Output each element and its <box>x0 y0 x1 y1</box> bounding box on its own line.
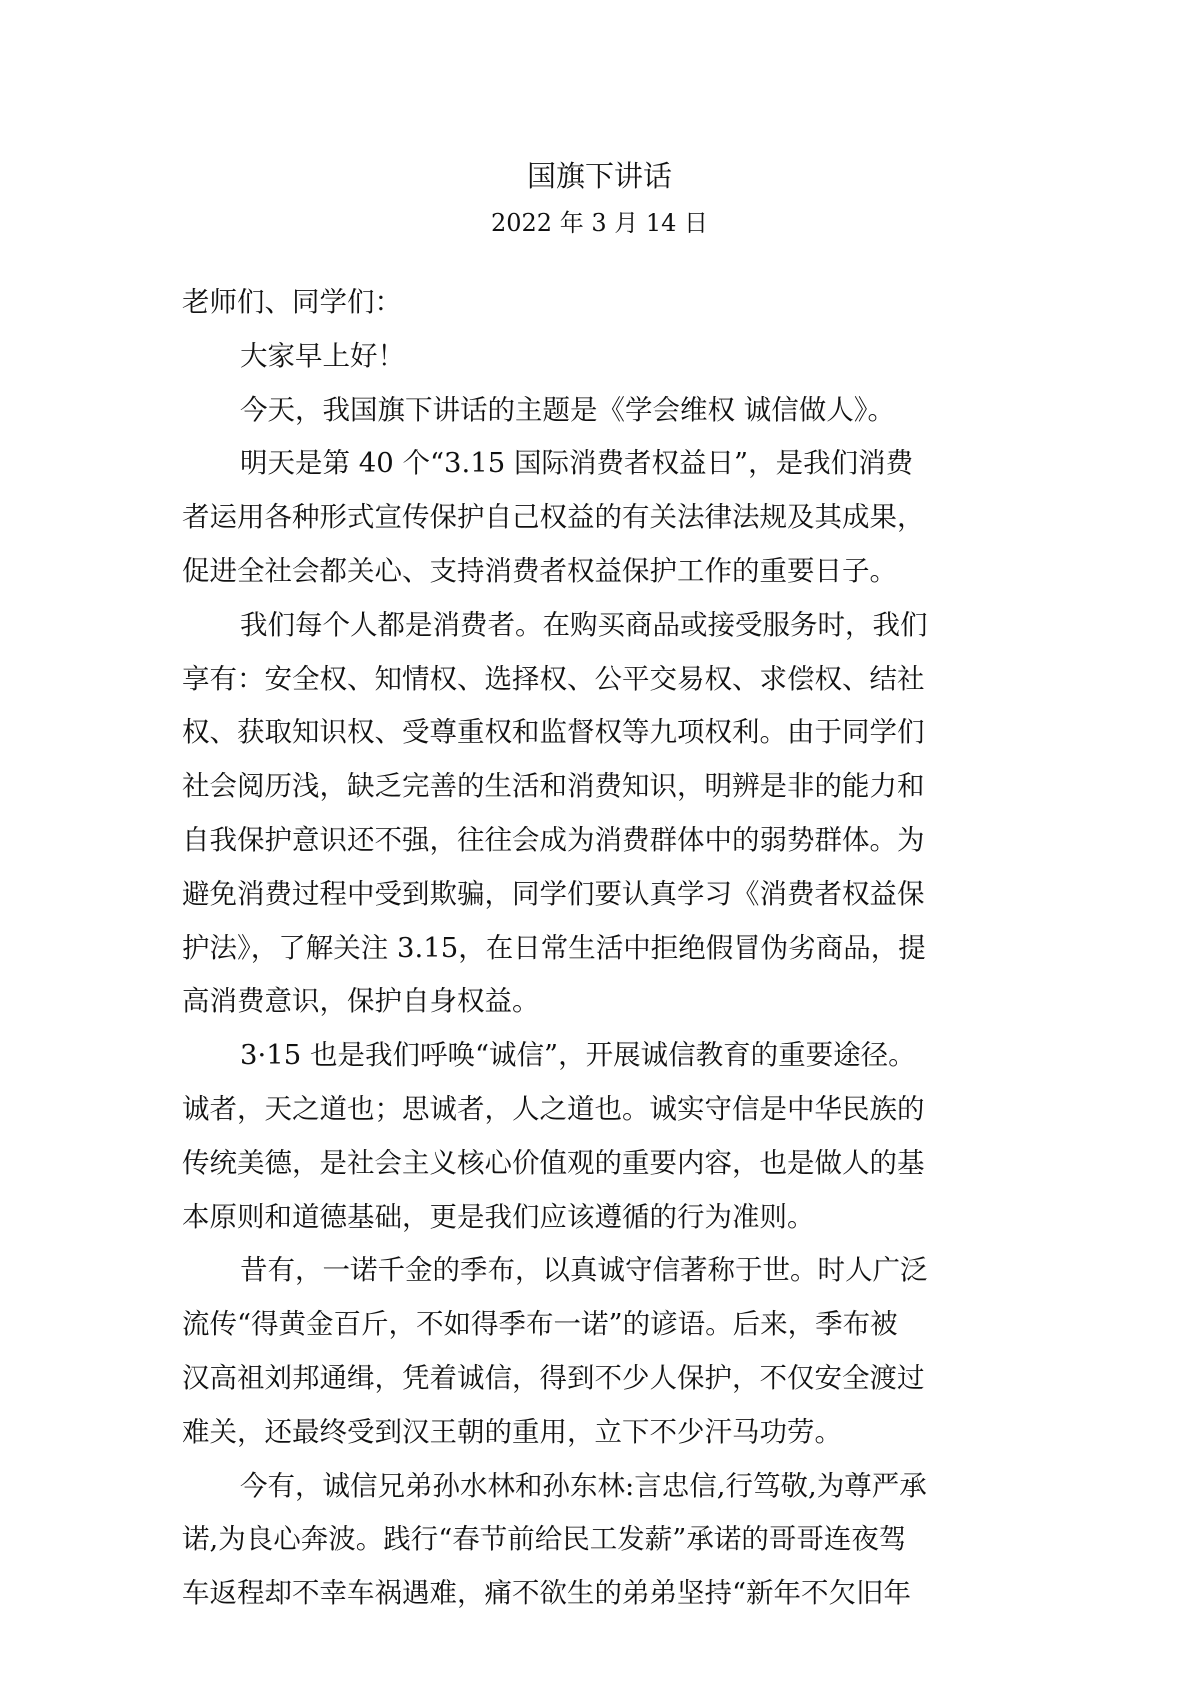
text-line: 诺,为良心奔波。践行“春节前给民工发薪”承诺的哥哥连夜驾 <box>182 1523 907 1556</box>
text-line: 流传“得黄金百斤，不如得季布一诺”的谚语。后来，季布被 <box>182 1308 898 1341</box>
text-line: 避免消费过程中受到欺骗，同学们要认真学习《消费者权益保 <box>182 877 925 910</box>
text-line: 今有，诚信兄弟孙水林和孙东林:言忠信,行笃敬,为尊严承 <box>240 1469 927 1502</box>
document-title: 国旗下讲话 <box>526 159 672 193</box>
text-line: 昔有，一诺千金的季布，以真诚守信著称于世。时人广泛 <box>240 1254 928 1287</box>
text-line: 促进全社会都关心、支持消费者权益保护工作的重要日子。 <box>182 554 897 587</box>
text-line: 车返程却不幸车祸遇难，痛不欲生的弟弟坚持“新年不欠旧年 <box>182 1577 912 1610</box>
text-line: 老师们、同学们： <box>182 286 402 318</box>
text-line: 明天是第 40 个“3.15 国际消费者权益日”，是我们消费 <box>240 447 914 480</box>
text-line: 大家早上好！ <box>240 339 405 372</box>
text-line: 难关，还最终受到汉王朝的重用，立下不少汗马功劳。 <box>182 1415 842 1448</box>
speech-body <box>182 276 1020 1621</box>
text-line: 社会阅历浅，缺乏完善的生活和消费知识，明辨是非的能力和 <box>182 770 925 803</box>
text-line: 今天，我国旗下讲话的主题是《学会维权 诚信做人》。 <box>240 393 895 426</box>
text-line: 高消费意识，保护自身权益。 <box>182 985 540 1018</box>
text-line: 诚者，天之道也；思诚者，人之道也。诚实守信是中华民族的 <box>182 1092 925 1125</box>
text-line: 本原则和道德基础，更是我们应该遵循的行为准则。 <box>182 1200 815 1233</box>
text-line: 传统美德，是社会主义核心价值观的重要内容，也是做人的基 <box>182 1146 925 1179</box>
text-line: 护法》，了解关注 3.15，在日常生活中拒绝假冒伪劣商品，提 <box>182 931 926 964</box>
document-date: 2022 年 3 月 14 日 <box>490 209 709 237</box>
text-line: 者运用各种形式宣传保护自己权益的有关法律法规及其成果， <box>182 501 925 534</box>
text-line: 享有：安全权、知情权、选择权、公平交易权、求偿权、结社 <box>182 662 925 695</box>
text-line: 权、获取知识权、受尊重权和监督权等九项权利。由于同学们 <box>182 716 925 749</box>
text-line: 我们每个人都是消费者。在购买商品或接受服务时，我们 <box>240 608 928 641</box>
text-line: 自我保护意识还不强，往往会成为消费群体中的弱势群体。为 <box>182 823 925 856</box>
text-line: 3·15 也是我们呼唤“诚信”，开展诚信教育的重要途径。 <box>240 1039 916 1072</box>
text-line: 汉高祖刘邦通缉，凭着诚信，得到不少人保护，不仅安全渡过 <box>182 1361 925 1394</box>
